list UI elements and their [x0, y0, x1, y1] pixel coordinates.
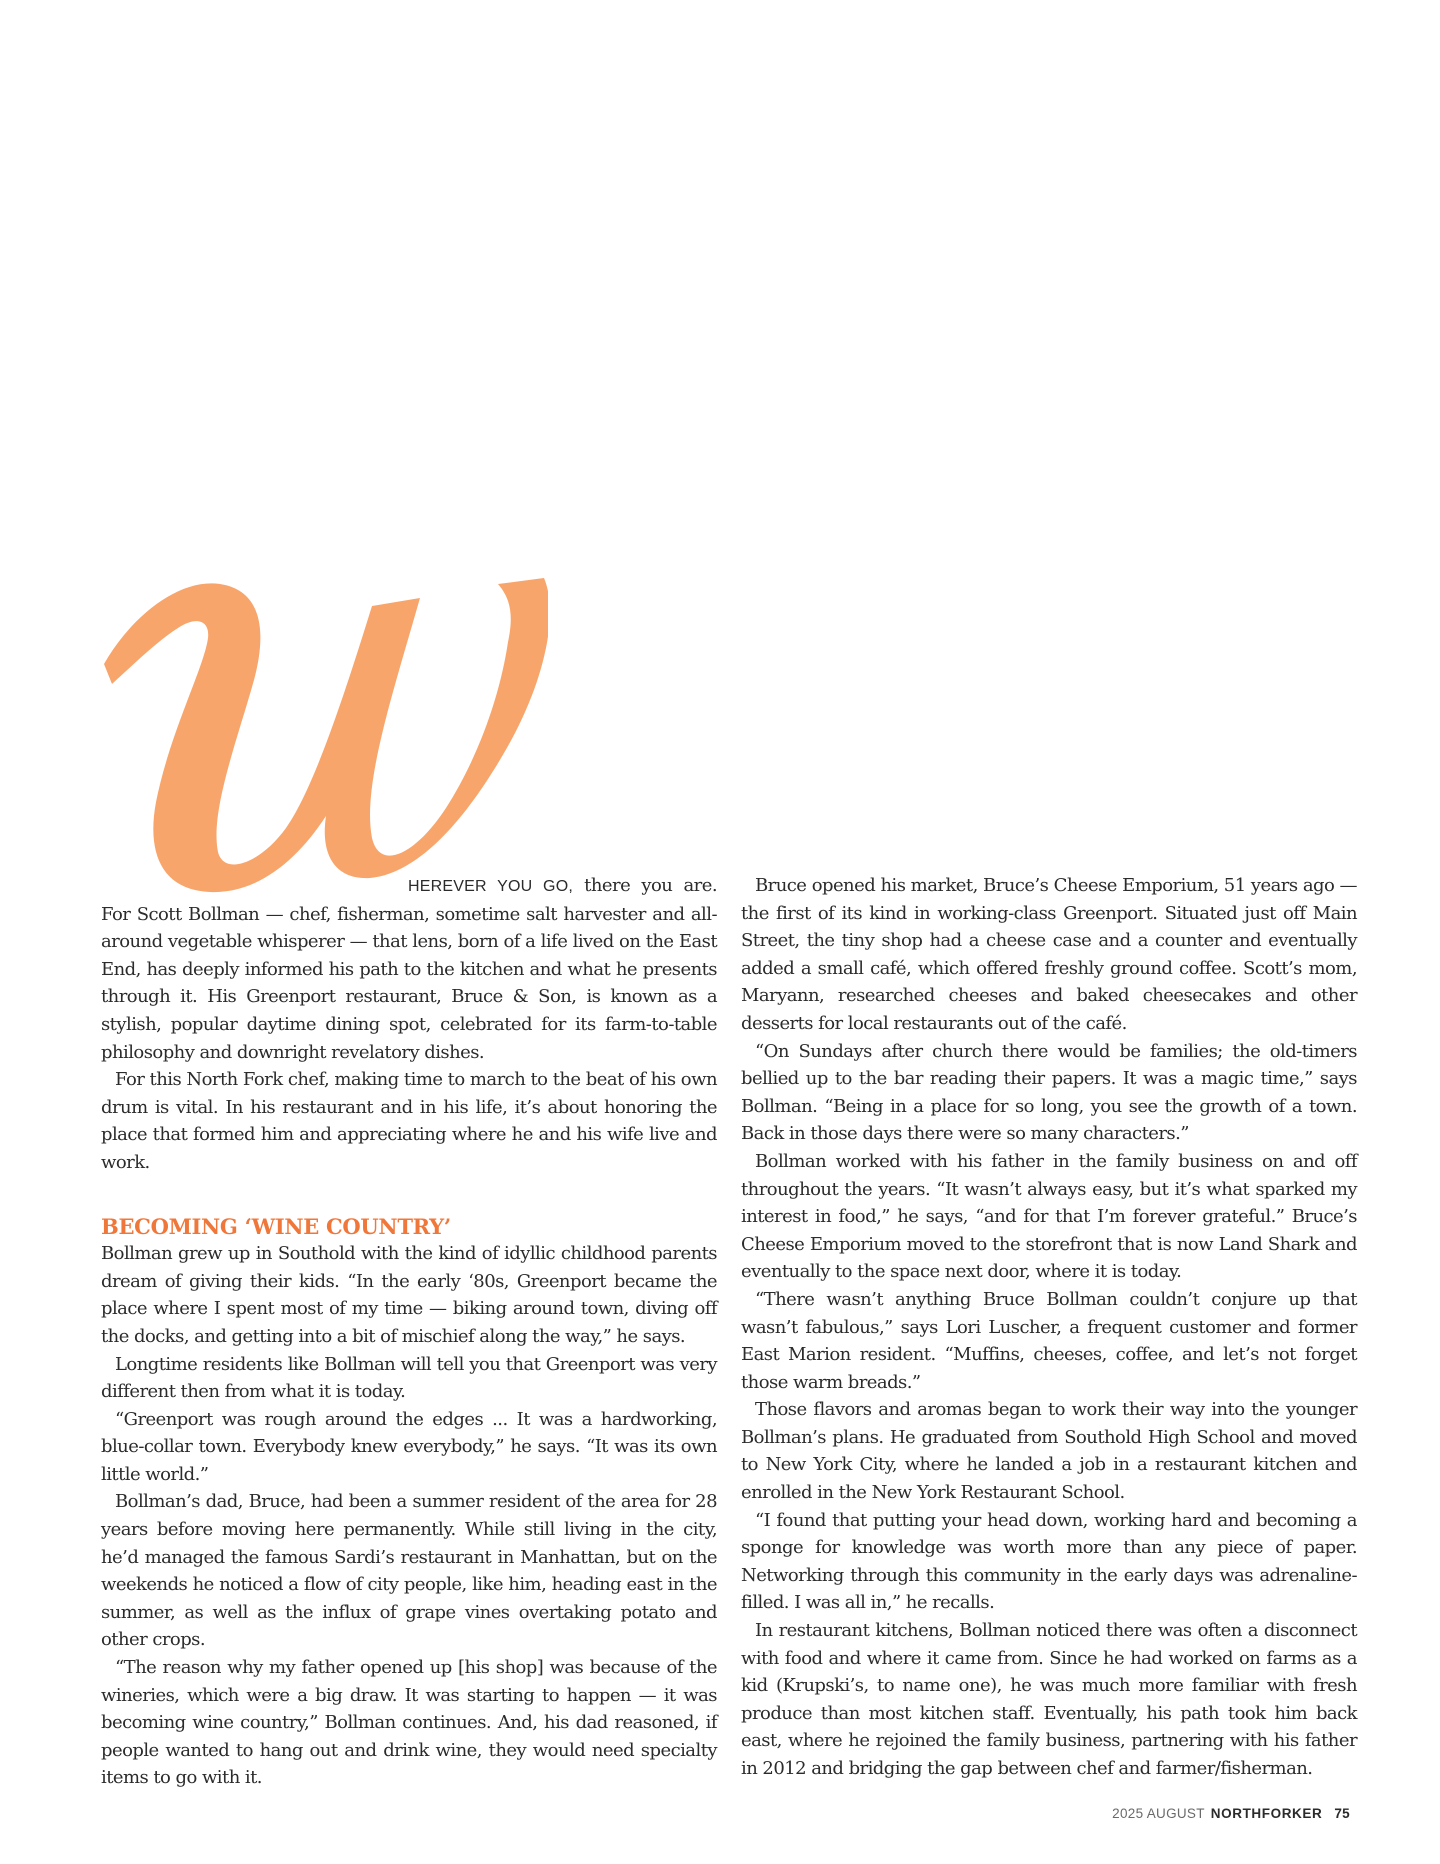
article-paragraph: “The reason why my father opened up [his shop] was because of the wineries, which were a big draw. It was starting to happen — it was becoming wine country,” Bollman continues. And, his dad reasoned, if people wanted to hang out and drink wine, they would need specialty items to go with it. [101, 1657, 717, 1789]
magazine-name: NORTHFORKER [1210, 1806, 1323, 1821]
article-paragraph: “Greenport was rough around the edges ... It was a hardworking, blue-collar town. Everybody knew everybody,” he says. “It was its own little world.” [101, 1408, 717, 1485]
article-paragraph: Those flavors and aromas began to work their way into the younger Bollman’s plans. He graduated from Southold High School and moved to New York City, where he landed a job in a restaurant kitchen and enrolled in the New York Restaurant School. [741, 1399, 1357, 1504]
drop-cap-w [96, 576, 548, 894]
article-paragraph: Bollman’s dad, Bruce, had been a summer resident of the area for 28 years before moving here permanently. While still living in the city, he’d managed the famous Sardi’s restaurant in Manhattan, but on the weekends he noticed a flow of city people, like him, heading east in the summer, as well as the influx of grape vines overtaking potato and other crops. [101, 1491, 717, 1651]
section-subhead: BECOMING ‘WINE COUNTRY’ [101, 1213, 451, 1239]
article-paragraph: Bollman grew up in Southold with the kind of idyllic childhood parents dream of giving their kids. “In the early ‘80s, Greenport became the place where I spent most of my time — biking around town, diving off the docks, and getting into a bit of mischief along the way,” he says. [101, 1243, 717, 1347]
article-paragraph: For this North Fork chef, making time to march to the beat of his own drum is vital. In his restaurant and in his life, it’s about honoring the place that formed him and appreciating where he and his wife live and work. [101, 1069, 717, 1173]
issue-date: 2025 AUGUST [1112, 1806, 1205, 1821]
article-paragraph: “There wasn’t anything Bruce Bollman couldn’t conjure up that wasn’t fabulous,” says Lori Luscher, a frequent customer and former East Marion resident. “Muffins, cheeses, coffee, and let’s not forget those warm breads.” [741, 1288, 1357, 1393]
article-paragraph [101, 872, 717, 1066]
article-paragraph: “On Sundays after church there would be families; the old-timers bellied up to the bar reading their papers. It was a magic time,” says Bollman. “Being in a place for so long, you see the growth of a town. Back in those days there were so many characters.” [741, 1040, 1357, 1145]
article-paragraph: Bollman worked with his father in the family business on and off throughout the years. “It wasn’t always easy, but it’s what sparked my interest in food,” he says, “and for that I’m forever grateful.” Bruce’s Cheese Emporium moved to the storefront that is now Land Shark and eventually to the space next door, where it is today. [741, 1150, 1357, 1283]
lead-in: HEREVER YOU GO, [408, 878, 573, 895]
article-column-left [101, 872, 717, 1792]
article-paragraph: “I found that putting your head down, working hard and becoming a sponge for knowledge was worth more than any piece of paper. Networking through this community in the early days was adrenaline-filled. I was all in,” he recalls. [741, 1509, 1357, 1614]
article-paragraph: In restaurant kitchens, Bollman noticed there was often a disconnect with food and where it came from. Since he had worked on farms as a kid (Krupski’s, to name one), he was much more familiar with fresh produce than most kitchen staff. Eventually, his path took him back east, where he rejoined the family business, partnering with his father in 2012 and bridging the gap between chef and farmer/fisherman. [741, 1620, 1357, 1779]
article-paragraph: Longtime residents like Bollman will tell you that Greenport was very different then from what it is today. [101, 1353, 717, 1403]
article-column-right [741, 872, 1357, 1783]
page-footer [1112, 1806, 1350, 1821]
paragraph-text: there you are. For Scott Bollman — chef, fisherman, sometime salt harvester and all-around vegetable whisperer — that lens, born of a life lived on the East End, has deeply informed his path to the kitchen and what he presents through it. His Greenport restaurant, Bruce & Son, is known as a stylish, popular daytime dining spot, celebrated for its farm-to-table philosophy and downright revelatory dishes. [101, 875, 717, 1063]
page-number: 75 [1334, 1806, 1350, 1821]
article-paragraph: Bruce opened his market, Bruce’s Cheese Emporium, 51 years ago — the first of its kind in working-class Greenport. Situated just off Main Street, the tiny shop had a cheese case and a counter and eventually added a small café, which offered freshly ground coffee. Scott’s mom, Maryann, researched cheeses and baked cheesecakes and other desserts for local restaurants out of the café. [741, 875, 1357, 1034]
